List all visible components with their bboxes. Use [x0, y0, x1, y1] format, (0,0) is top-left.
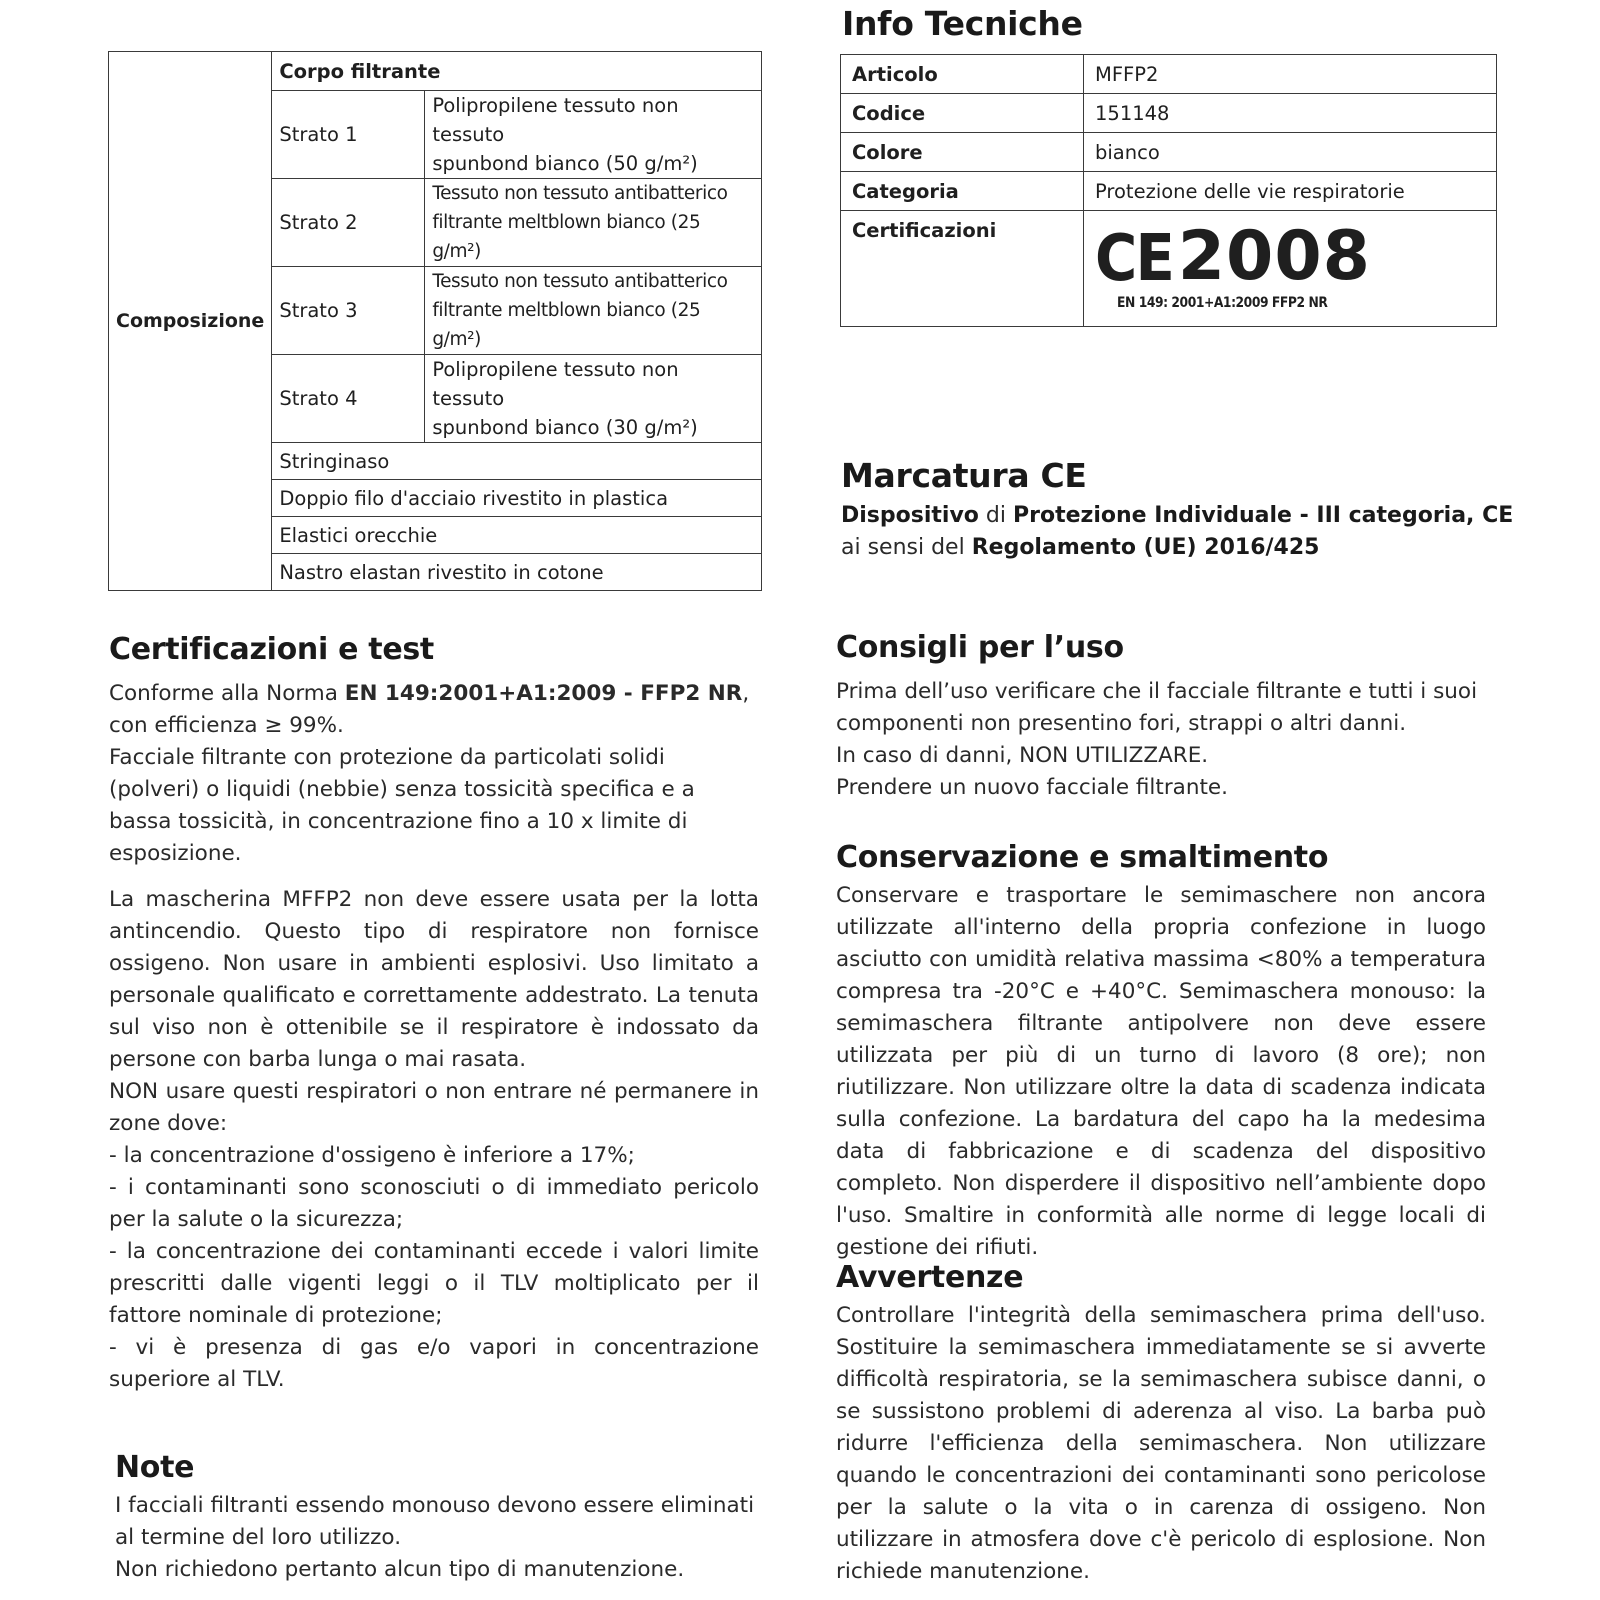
note-body [115, 1490, 765, 1586]
info-key: Categoria [841, 172, 1084, 211]
composition-label: Composizione [109, 52, 272, 591]
component-row: Nastro elastan rivestito in cotone [272, 554, 762, 591]
info-value: MFFP2 [1084, 55, 1497, 94]
paragraph: Non richiedono pertanto alcun tipo di manutenzione. [115, 1557, 685, 1582]
info-value: 151148 [1084, 94, 1497, 133]
info-key: Certificazioni [841, 211, 1084, 327]
layer-description: Tessuto non tessuto antibatterico filtrante meltblown bianco (25 g/m²) [425, 179, 762, 267]
marcatura-ce-description: Dispositivo di Protezione Individuale - III categoria, CE ai sensi del Regolamento (UE) 2016/425 [841, 503, 1514, 560]
paragraph: Prima dell’uso verificare che il facciale filtrante e tutti i suoi componenti non presentino fori, strappi o altri danni. [836, 679, 1478, 736]
consigli-body [836, 676, 1486, 804]
list-item: - vi è presenza di gas e/o vapori in concentrazione superiore al TLV. [109, 1335, 759, 1392]
layer-name: Strato 2 [272, 179, 425, 267]
ce-mark-icon: CE [1095, 222, 1174, 296]
consigli-title: Consigli per l’uso [836, 630, 1124, 665]
ce-standard-text: EN 149: 2001+A1:2009 FFP2 NR [1117, 295, 1328, 311]
layer-description: Tessuto non tessuto antibatterico filtrante meltblown bianco (25 g/m²) [425, 267, 762, 355]
info-key: Articolo [841, 55, 1084, 94]
info-value: Protezione delle vie respiratorie [1084, 172, 1497, 211]
paragraph: Conservare e trasportare le semimaschere non ancora utilizzate all'interno della propria confezione in luogo asciutto con umidità relativa massima <80% a temperatura compresa tra -20°C e +40°C. Semimaschera monouso: la semimaschera filtrante antipolvere non deve essere utilizzata per più di un turno di lavoro (8 ore); non riutilizzare. Non utilizzare oltre la data di scadenza indicata sulla confezione. La bardatura del capo ha la medesima data di fabbricazione e di scadenza del dispositivo completo. Non disperdere il dispositivo nell’ambiente dopo l'uso. Smaltire in conformità alle norme di legge locali di gestione dei rifiuti. [836, 883, 1486, 1260]
conservazione-title: Conservazione e smaltimento [836, 840, 1329, 875]
avvertenze-body [836, 1300, 1486, 1588]
list-item: - i contaminanti sono sconosciuti o di immediato pericolo per la salute o la sicurezza; [109, 1175, 759, 1232]
info-row [841, 172, 1497, 211]
marcatura-ce-title: Marcatura CE [841, 456, 1087, 495]
info-key: Colore [841, 133, 1084, 172]
layer-name: Strato 3 [272, 267, 425, 355]
paragraph: I facciali filtranti essendo monouso devono essere eliminati al termine del loro utilizzo. [115, 1493, 755, 1550]
ce-certification-logo [1084, 211, 1497, 327]
layer-name: Strato 4 [272, 355, 425, 443]
composition-table [108, 51, 762, 591]
layer-description: Polipropilene tessuto non tessuto spunbond bianco (50 g/m²) [425, 91, 762, 179]
certificazioni-body: Conforme alla Norma EN 149:2001+A1:2009 - FFP2 NR, con efficienza ≥ 99%. Facciale filtrante con protezione da particolati solidi (polveri) o liquidi (nebbie) senza tossicità specifica e a bassa tossicità, in concentrazione fino a 10 x limite di esposizione. La mascherina MFFP2 non deve essere usata per la lotta antincendio. Questo tipo di respiratore non fornisce ossigeno. Non usare in ambienti esplosivi. Uso limitato a personale qualificato e correttamente addestrato. La tenuta sul viso non è ottenibile se il respiratore è indossato da persone con barba lunga o mai rasata. NON usare questi respiratori o non entrare né permanere in zone dove: - la concentrazione d'ossigeno è inferiore a 17%; - i contaminanti sono sconosciuti o di immediato pericolo per la salute o la sicurezza; - la concentrazione dei contaminanti eccede i valori limite prescritti dalle vigenti leggi o il TLV moltiplicato per il fattore nominale di protezione; - vi è presenza di gas e/o vapori in concentrazione superiore al TLV. [109, 678, 759, 1396]
notified-body-number: 2008 [1177, 217, 1371, 296]
info-row [841, 55, 1497, 94]
layer-description: Polipropilene tessuto non tessuto spunbond bianco (30 g/m²) [425, 355, 762, 443]
paragraph: Prendere un nuovo facciale filtrante. [836, 775, 1228, 800]
info-tecniche-table [840, 54, 1497, 327]
paragraph: Controllare l'integrità della semimaschera prima dell'uso. Sostituire la semimaschera immediatamente se si avverte difficoltà respiratoria, se la semimaschera subisce danni, o se sussistono problemi di aderenza al viso. La barba può ridurre l'efficienza della semimaschera. Non utilizzare quando le concentrazioni dei contaminanti sono pericolose per la salute o la vita o in carenza di ossigeno. Non utilizzare in atmosfera dove c'è pericolo di esplosione. Non richiede manutenzione. [836, 1303, 1486, 1584]
component-row: Elastici orecchie [272, 517, 762, 554]
paragraph: La mascherina MFFP2 non deve essere usata per la lotta antincendio. Questo tipo di respiratore non fornisce ossigeno. Non usare in ambienti esplosivi. Uso limitato a personale qualificato e correttamente addestrato. La tenuta sul viso non è ottenibile se il respiratore è indossato da persone con barba lunga o mai rasata. [109, 887, 759, 1072]
info-tecniche-title: Info Tecniche [842, 4, 1083, 43]
info-row-certifications [841, 211, 1497, 327]
component-row: Stringinaso [272, 443, 762, 480]
paragraph: Facciale filtrante con protezione da particolati solidi (polveri) o liquidi (nebbie) senza tossicità specifica e a bassa tossicità, in concentrazione fino a 10 x limite di esposizione. [109, 745, 695, 866]
avvertenze-title: Avvertenze [836, 1260, 1024, 1295]
list-item: - la concentrazione d'ossigeno è inferiore a 17%; [109, 1143, 635, 1168]
component-row: Doppio filo d'acciaio rivestito in plastica [272, 480, 762, 517]
info-value: bianco [1084, 133, 1497, 172]
info-key: Codice [841, 94, 1084, 133]
info-row [841, 133, 1497, 172]
note-title: Note [115, 1450, 195, 1485]
certificazioni-title: Certificazioni e test [109, 632, 434, 667]
conservazione-body [836, 880, 1486, 1264]
filter-body-header: Corpo filtrante [272, 52, 762, 91]
list-item: - la concentrazione dei contaminanti eccede i valori limite prescritti dalle vigenti leggi o il TLV moltiplicato per il fattore nominale di protezione; [109, 1239, 759, 1328]
layer-name: Strato 1 [272, 91, 425, 179]
info-row [841, 94, 1497, 133]
paragraph: NON usare questi respiratori o non entrare né permanere in zone dove: [109, 1079, 759, 1136]
paragraph: In caso di danni, NON UTILIZZARE. [836, 743, 1209, 768]
